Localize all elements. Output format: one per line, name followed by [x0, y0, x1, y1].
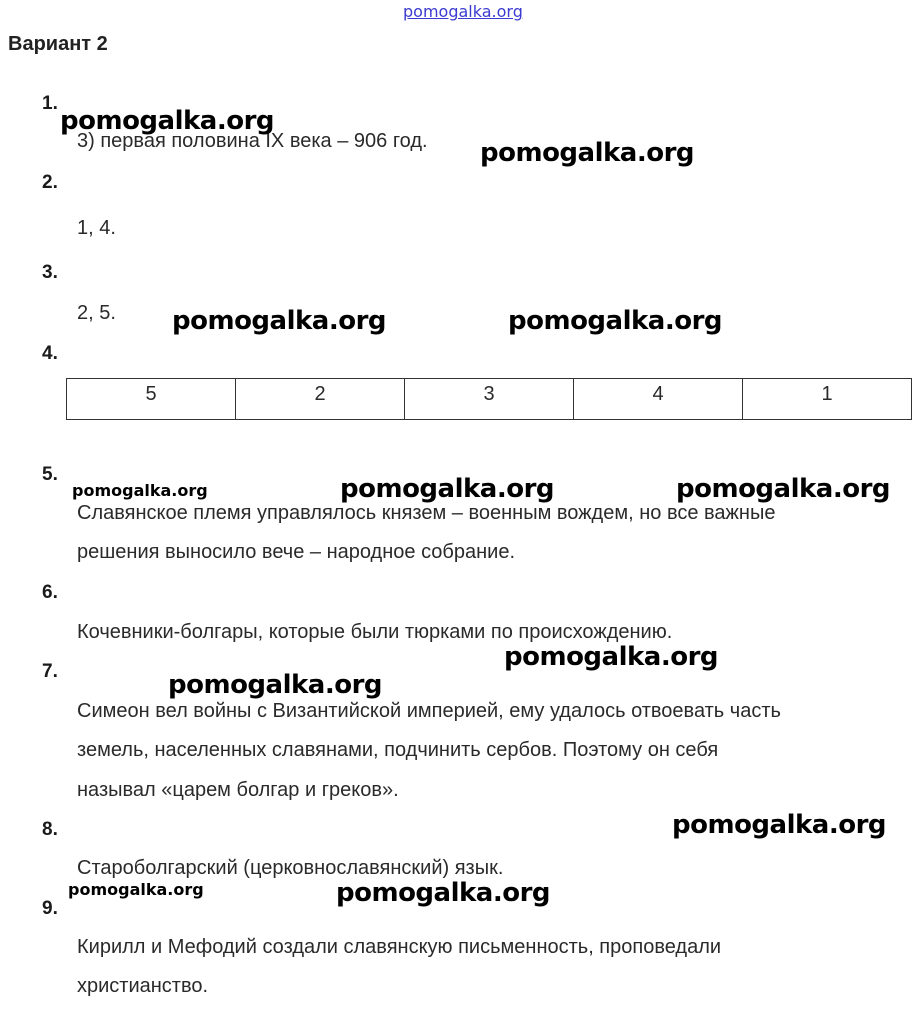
answer-5-line-2: решения выносило вече – народное собрание. — [77, 541, 516, 563]
watermark: pomogalka.org — [508, 306, 723, 336]
question-number-3: 3. — [42, 262, 58, 283]
table-cell: 4 — [574, 379, 743, 420]
answer-7-line-2: земель, населенных славянами, подчинить сербов. Поэтому он себя — [77, 739, 719, 761]
table-cell: 2 — [236, 379, 405, 420]
table-cell: 5 — [67, 379, 236, 420]
table-cell: 3 — [405, 379, 574, 420]
watermark: pomogalka.org — [672, 810, 887, 840]
watermark: pomogalka.org — [504, 642, 719, 672]
answer-8: Староболгарский (церковнославянский) язык. — [77, 857, 504, 879]
answer-5-line-1: Славянское племя управлялось князем – военным вождем, но все важные — [77, 502, 776, 524]
watermark: pomogalka.org — [676, 474, 891, 504]
question-number-4: 4. — [42, 343, 58, 364]
watermark: pomogalka.org — [336, 878, 551, 908]
page-title: Вариант 2 — [8, 33, 108, 55]
answer-7-line-1: Симеон вел войны с Византийской империей, ему удалось отвоевать часть — [77, 700, 781, 722]
question-number-9: 9. — [42, 898, 58, 919]
site-link[interactable]: pomogalka.org — [403, 2, 523, 21]
table-cell: 1 — [743, 379, 912, 420]
watermark: pomogalka.org — [172, 306, 387, 336]
answer-6: Кочевники-болгары, которые были тюрками по происхождению. — [77, 621, 673, 643]
watermark: pomogalka.org — [68, 880, 204, 899]
table-row — [67, 379, 912, 420]
answer-2: 1, 4. — [77, 217, 116, 239]
answer-9-line-1: Кирилл и Мефодий создали славянскую письменность, проповедали — [77, 936, 722, 958]
question-number-2: 2. — [42, 172, 58, 193]
watermark: pomogalka.org — [72, 481, 208, 500]
answer-9-line-2: христианство. — [77, 975, 209, 997]
answer-7-line-3: называл «царем болгар и греков». — [77, 779, 399, 801]
watermark: pomogalka.org — [340, 474, 555, 504]
question-number-8: 8. — [42, 819, 58, 840]
question-number-5: 5. — [42, 464, 58, 485]
question-number-1: 1. — [42, 93, 58, 114]
watermark: pomogalka.org — [60, 106, 275, 136]
question-number-6: 6. — [42, 582, 58, 603]
watermark: pomogalka.org — [480, 138, 695, 168]
answer-4-table — [66, 378, 912, 420]
question-number-7: 7. — [42, 661, 58, 682]
answer-1: 3) первая половина IX века – 906 год. — [77, 130, 428, 152]
watermark: pomogalka.org — [168, 670, 383, 700]
answer-3: 2, 5. — [77, 302, 116, 324]
